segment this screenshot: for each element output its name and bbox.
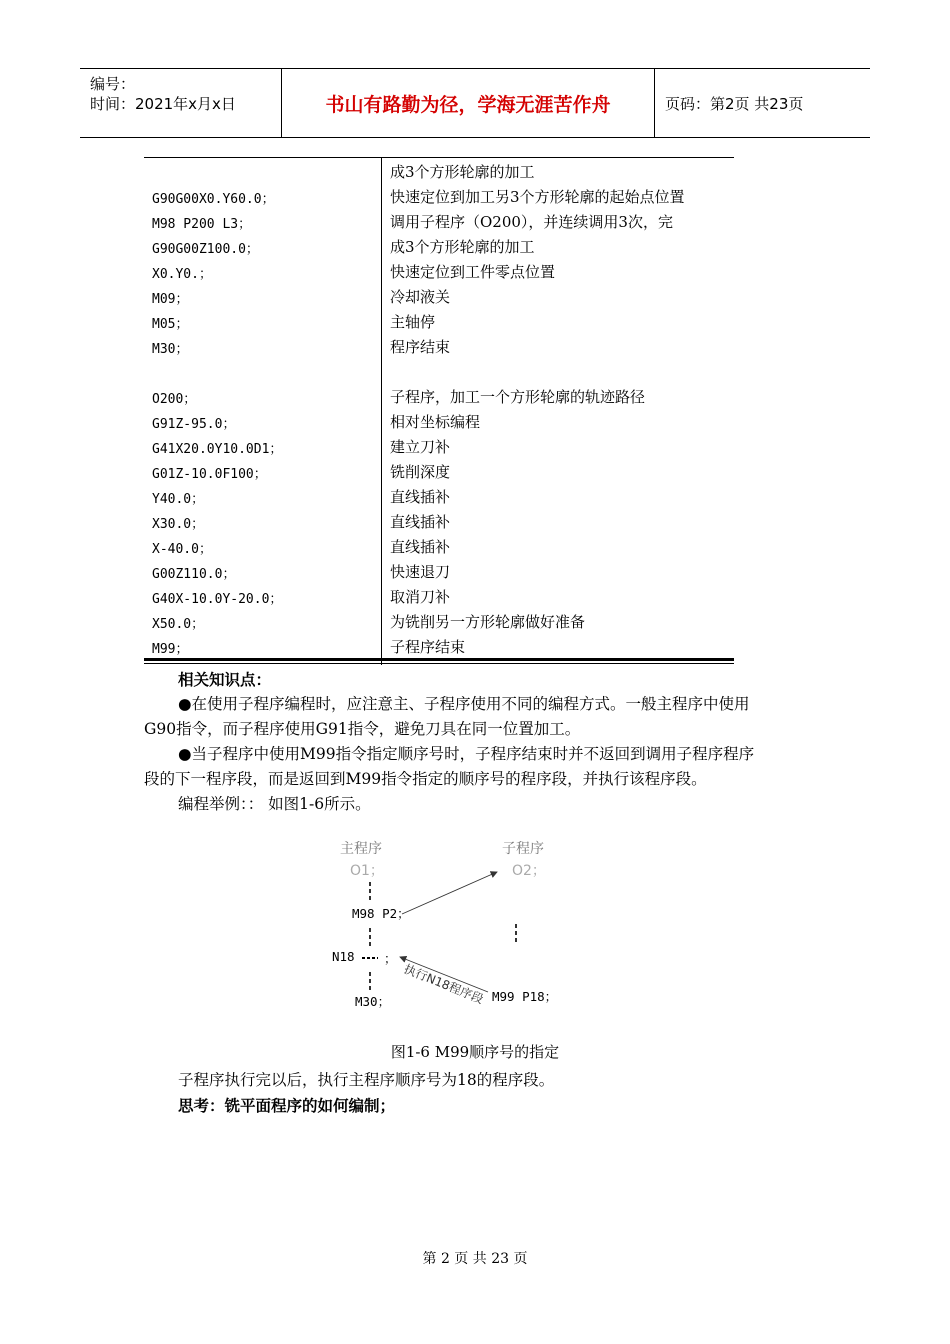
program-note: 相对坐标编程: [390, 413, 481, 431]
knowledge-p2-line2: 段的下一程序段，而是返回到M99指令指定的顺序号的程序段，并执行该程序段。: [144, 770, 707, 788]
diagram-lines: [320, 832, 580, 1017]
figure-m99-diagram: [320, 832, 580, 1017]
program-note: 主轴停: [390, 313, 436, 331]
table-row: [0, 459, 950, 484]
program-code: G90G00Z100.0；: [152, 242, 259, 257]
table-row: [0, 184, 950, 209]
program-code: M30；: [152, 342, 189, 357]
program-note: 直线插补: [390, 538, 451, 556]
program-code: G41X20.0Y10.0D1；: [152, 442, 283, 457]
table-row: [0, 384, 950, 409]
program-code: G40X-10.0Y-20.0；: [152, 592, 283, 607]
program-note: 快速定位到工件零点位置: [390, 263, 556, 281]
m30-end: M30；: [355, 994, 391, 1009]
program-note: 程序结束: [390, 338, 451, 356]
table-row: [0, 209, 950, 234]
after-line: 子程序执行完以后，执行主程序顺序号为18的程序段。: [178, 1071, 555, 1089]
table-bottom-rule-thin: [144, 663, 734, 664]
call-arrow: [402, 872, 497, 914]
program-code: G90G00X0.Y60.0；: [152, 192, 275, 207]
program-code: X-40.0；: [152, 542, 212, 557]
program-note: 快速退刀: [390, 563, 451, 581]
knowledge-p2-line1: ●当子程序中使用M99指令指定顺序号时，子程序结束时并不返回到调用子程序程序: [178, 745, 755, 763]
table-row: [0, 559, 950, 584]
table-row: [0, 609, 950, 634]
n18-label: N18: [332, 949, 355, 964]
knowledge-p1-line2: G90指令，而子程序使用G91指令，避免刀具在同一位置加工。: [144, 720, 581, 738]
header-meta-cell: [80, 69, 282, 137]
table-row: [0, 584, 950, 609]
table-row: [0, 259, 950, 284]
program-note: 快速定位到加工另3个方形轮廓的起始点位置: [390, 188, 685, 206]
program-code: G00Z110.0；: [152, 567, 236, 582]
program-code: X50.0；: [152, 617, 205, 632]
main-program-o1: O1；: [350, 863, 384, 879]
knowledge-p1-line1: ●在使用子程序编程时，应注意主、子程序使用不同的编程方式。一般主程序中使用: [178, 695, 750, 713]
program-note: 冷却液关: [390, 288, 451, 306]
program-note: 直线插补: [390, 513, 451, 531]
question-line: 思考：铣平面程序的如何编制；: [178, 1096, 396, 1115]
program-note: 成3个方形轮廓的加工: [390, 238, 535, 256]
table-row: [0, 159, 950, 184]
header-slogan: 书山有路勤为径，学海无涯苦作舟: [282, 69, 655, 137]
table-row: [0, 534, 950, 559]
example-intro: 编程举例：： 如图1-6所示。: [178, 795, 371, 813]
table-row: [0, 284, 950, 309]
program-note: 调用子程序（O200），并连续调用3次，完: [390, 213, 673, 231]
return-arrow: [400, 957, 488, 992]
program-note: 直线插补: [390, 488, 451, 506]
knowledge-title: 相关知识点：: [178, 670, 272, 689]
program-note: 为铣削另一方形轮廓做好准备: [390, 613, 586, 631]
program-code: M99；: [152, 642, 189, 657]
program-note: 成3个方形轮廓的加工: [390, 163, 535, 181]
program-code: X0.Y0.；: [152, 267, 212, 282]
page-footer: 第 2 页 共 23 页: [422, 1251, 528, 1267]
program-note: 子程序结束: [390, 638, 466, 656]
table-row: [0, 359, 950, 384]
table-bottom-rule: [144, 658, 734, 661]
program-code: O200；: [152, 392, 197, 407]
program-code: M09；: [152, 292, 189, 307]
sub-program-title: 子程序: [502, 841, 544, 857]
arrow-label: 执行N18程序段: [402, 961, 486, 1007]
program-code: Y40.0；: [152, 492, 205, 507]
m98-call: M98 P2；: [352, 906, 410, 921]
program-note: 铣削深度: [390, 463, 451, 481]
table-row: [0, 509, 950, 534]
table-top-rule: [144, 157, 734, 158]
table-row: [0, 334, 950, 359]
program-code: X30.0；: [152, 517, 205, 532]
program-code: M05；: [152, 317, 189, 332]
sub-program-o2: O2；: [512, 863, 546, 879]
program-note: 建立刀补: [390, 438, 451, 456]
table-row: [0, 434, 950, 459]
table-row: [0, 309, 950, 334]
table-row: [0, 234, 950, 259]
document-header: [80, 68, 870, 138]
figure-caption: 图1-6 M99顺序号的指定: [390, 1043, 560, 1061]
program-code: G91Z-95.0；: [152, 417, 236, 432]
number-label: 编号：: [90, 75, 136, 93]
header-page-info: 页码：第2页 共23页: [665, 94, 804, 113]
program-note: 子程序，加工一个方形轮廓的轨迹路径: [390, 388, 646, 406]
table-row: [0, 484, 950, 509]
table-row: [0, 634, 950, 659]
program-note: 取消刀补: [390, 588, 451, 606]
program-code: M98 P200 L3；: [152, 217, 252, 232]
program-code: G01Z-10.0F100；: [152, 467, 267, 482]
main-program-title: 主程序: [340, 841, 382, 857]
time-label: 时间：2021年x月x日: [90, 95, 236, 113]
m99-return: M99 P18；: [492, 989, 558, 1004]
table-row: [0, 409, 950, 434]
n18-semicolon: ；: [384, 951, 397, 966]
